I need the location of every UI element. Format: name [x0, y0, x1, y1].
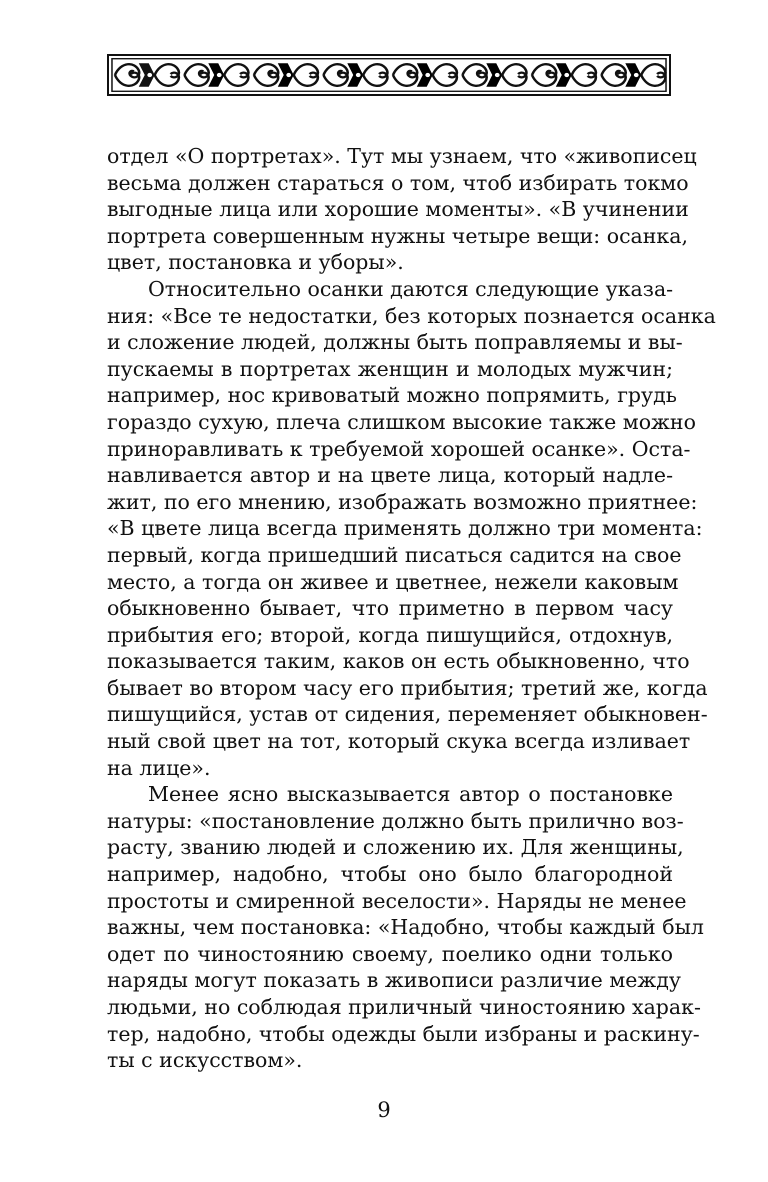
text-line: наряды могут показать в живописи различие между [107, 968, 681, 993]
text-line: натуры: «постановление должно быть прилично воз- [107, 808, 684, 833]
text-line: выгодные лица или хорошие моменты». «В учинении [107, 197, 689, 222]
paragraph [107, 781, 704, 1074]
text-line: одет по чиностоянию своему, поелико одни только [107, 941, 673, 966]
text-line: цвет, постановка и уборы». [107, 250, 404, 275]
text-line: Менее ясно высказывается автор о постановке [148, 782, 673, 807]
text-line: бывает во втором часу его прибытия; третий же, когда [107, 675, 708, 700]
paragraph [107, 143, 697, 276]
decorative-header-ornament [107, 54, 671, 96]
text-line: людьми, но соблюдая приличный чиностоянию харак- [107, 995, 701, 1019]
text-line: ния: «Все те недостатки, без которых познается осанка [107, 303, 716, 328]
text-line: простоты и смиренной веселости». Наряды не менее [107, 888, 687, 913]
text-line: важны, чем постановка: «Надобно, чтобы каждый был [107, 915, 704, 940]
text-line: весьма должен стараться о том, чтоб избирать токмо [107, 170, 689, 195]
text-line: ты с искусством». [107, 1048, 303, 1073]
text-line: тер, надобно, чтобы одежды были избраны и раскину- [107, 1021, 700, 1046]
text-line: отдел «О портретах». Тут мы узнаем, что «живописец [107, 144, 697, 168]
body-text [107, 143, 716, 1074]
text-line: пускаемы в портретах женщин и молодых мужчин; [107, 356, 673, 381]
page-number: 9 [377, 1098, 391, 1122]
text-line: пишущийся, устав от сидения, переменяет обыкновен- [107, 702, 708, 727]
text-line: например, нос кривоватый можно попрямить, грудь [107, 383, 677, 408]
text-line: Относительно осанки даются следующие указа- [148, 276, 674, 301]
text-line: на лице». [107, 755, 211, 780]
text-line: расту, званию людей и сложению их. Для женщины, [107, 835, 684, 860]
text-line: приноравливать к требуемой хорошей осанке». Оста- [107, 436, 691, 461]
text-line: место, а тогда он живее и цветнее, нежели каковым [107, 569, 679, 594]
text-line: «В цвете лица всегда применять должно три момента: [107, 516, 703, 541]
text-line: первый, когда пришедший писаться садится на свое [107, 542, 682, 567]
text-line: обыкновенно бывает, что приметно в первом часу [107, 596, 673, 621]
text-line: жит, по его мнению, изображать возможно приятнее: [107, 489, 698, 514]
text-line: показывается таким, каков он есть обыкновенно, что [107, 649, 690, 674]
text-line: портрета совершенным нужны четыре вещи: осанка, [107, 223, 688, 248]
text-line: и сложение людей, должны быть поправляемы и вы- [107, 330, 683, 355]
text-line: гораздо сухую, плеча слишком высокие также можно [107, 409, 696, 434]
text-line: ный свой цвет на тот, который скука всегда изливает [107, 729, 691, 754]
text-line: навливается автор и на цвете лица, который надле- [107, 463, 673, 488]
text-line: например, надобно, чтобы оно было благородной [107, 862, 673, 887]
paragraph [107, 276, 716, 781]
text-line: прибытия его; второй, когда пишущийся, отдохнув, [107, 622, 673, 647]
